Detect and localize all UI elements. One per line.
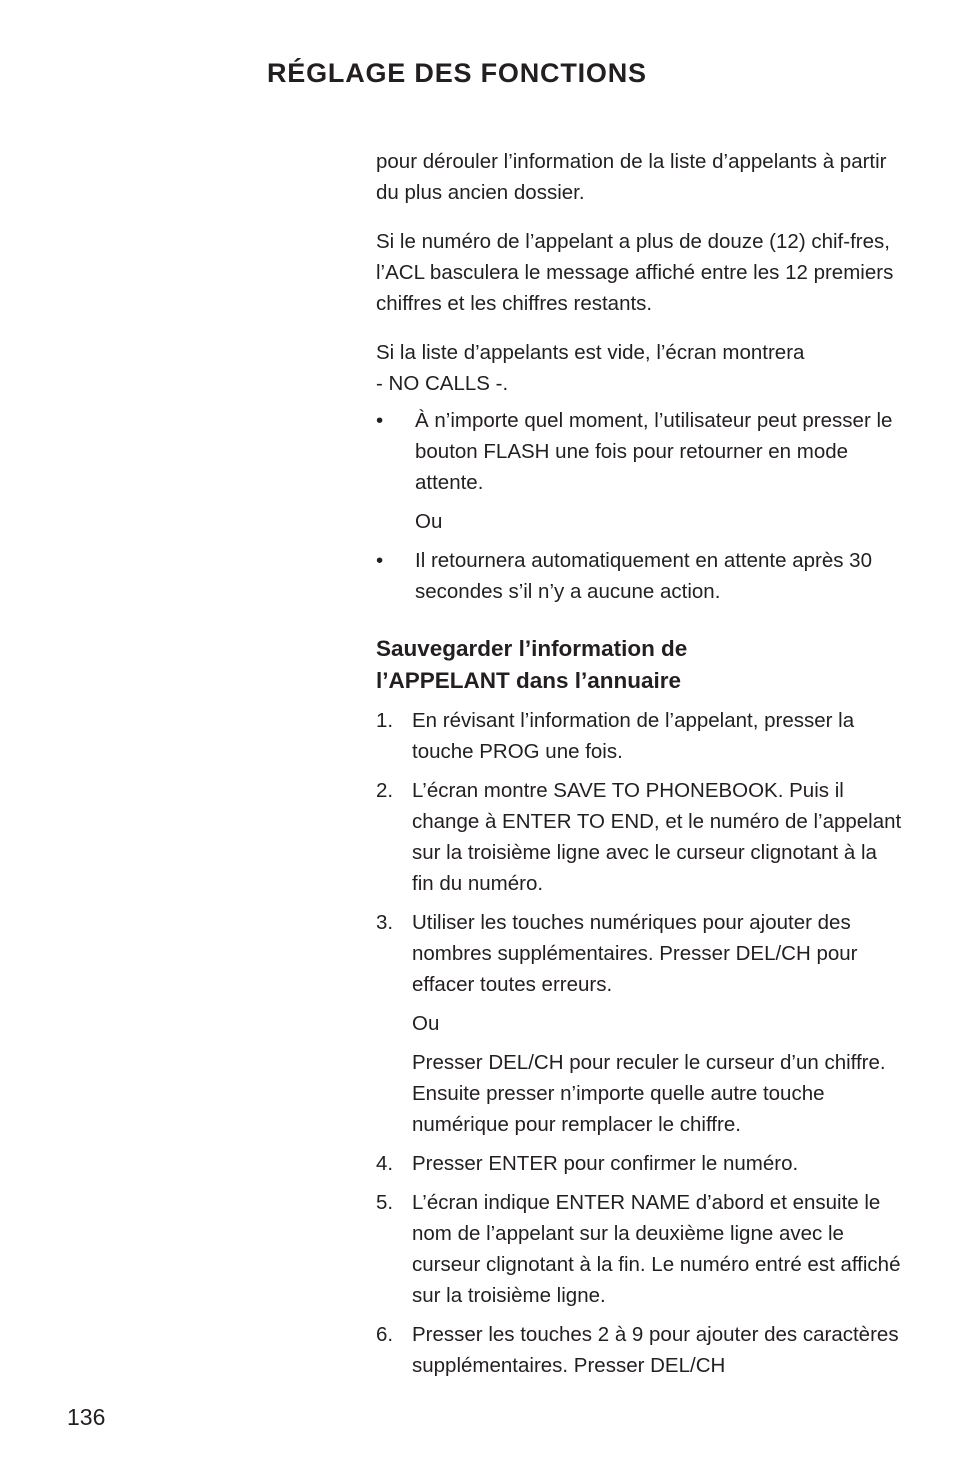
step-number: 3. (376, 911, 394, 934)
list-item (376, 1148, 904, 1179)
step-number: 5. (376, 1191, 394, 1214)
list-item (376, 705, 904, 767)
step-number: 4. (376, 1152, 394, 1175)
section-heading-line2: l’APPELANT dans l’annuaire (376, 668, 682, 693)
empty-list-text: Si la liste d’appelants est vide, l’écran montrera (376, 341, 805, 364)
empty-list-paragraph (376, 337, 904, 399)
step-number: 1. (376, 709, 394, 732)
step-text: Utiliser les touches numériques pour ajouter des nombres supplémentaires. Presser DEL/CH pour effacer toutes erreurs. (412, 911, 858, 996)
intro-paragraph: pour dérouler l’information de la liste d’appelants à partir du plus ancien dossier. (376, 150, 887, 204)
step-number: 6. (376, 1323, 394, 1346)
section-heading (376, 633, 904, 697)
page-title: RÉGLAGE DES FONCTIONS (267, 58, 647, 88)
list-item (376, 775, 904, 899)
list-item (376, 1187, 904, 1311)
bullet-text: Il retournera automatiquement en attente après 30 secondes s’il n’y a aucune action. (415, 549, 872, 603)
list-item (376, 907, 904, 1140)
bullet-marker: • (376, 409, 384, 432)
step-text: L’écran montre SAVE TO PHONEBOOK. Puis il change à ENTER TO END, et le numéro de l’appelant sur la troisième ligne avec le curseur clignotant à la fin du numéro. (412, 779, 902, 895)
step-number: 2. (376, 779, 394, 802)
step-text: En révisant l’information de l’appelant, presser la touche PROG une fois. (412, 709, 855, 763)
bullet-text: À n’importe quel moment, l’utilisateur peut presser le bouton FLASH une fois pour retourner en mode attente. (415, 409, 893, 494)
bullet-list (376, 405, 904, 607)
or-text: Ou (415, 510, 443, 533)
bullet-marker: • (376, 549, 384, 572)
section-heading-line1: Sauvegarder l’information de (376, 636, 688, 661)
step-text: L’écran indique ENTER NAME d’abord et ensuite le nom de l’appelant sur la deuxième ligne avec le curseur clignotant à la fin. Le numéro entré est affiché sur la troisième ligne. (412, 1191, 901, 1307)
step-extra-text: Presser DEL/CH pour reculer le curseur d’un chiffre. Ensuite presser n’importe quelle autre touche numérique pour remplacer le chiffre. (412, 1051, 886, 1136)
page-number: 136 (67, 1404, 106, 1430)
step-text: Presser ENTER pour confirmer le numéro. (412, 1152, 799, 1175)
list-item (376, 1319, 904, 1381)
no-calls-text: - NO CALLS -. (376, 372, 509, 395)
or-text: Ou (412, 1012, 440, 1035)
digits-paragraph: Si le numéro de l’appelant a plus de douze (12) chif-fres, l’ACL basculera le message affiché entre les 12 premiers chiffres et les chiffres restants. (376, 230, 894, 315)
step-text: Presser les touches 2 à 9 pour ajouter des caractères supplémentaires. Presser DEL/CH (412, 1323, 899, 1377)
main-content (376, 146, 904, 1389)
list-item (376, 405, 904, 498)
list-item (376, 545, 904, 607)
steps-list (376, 705, 904, 1381)
